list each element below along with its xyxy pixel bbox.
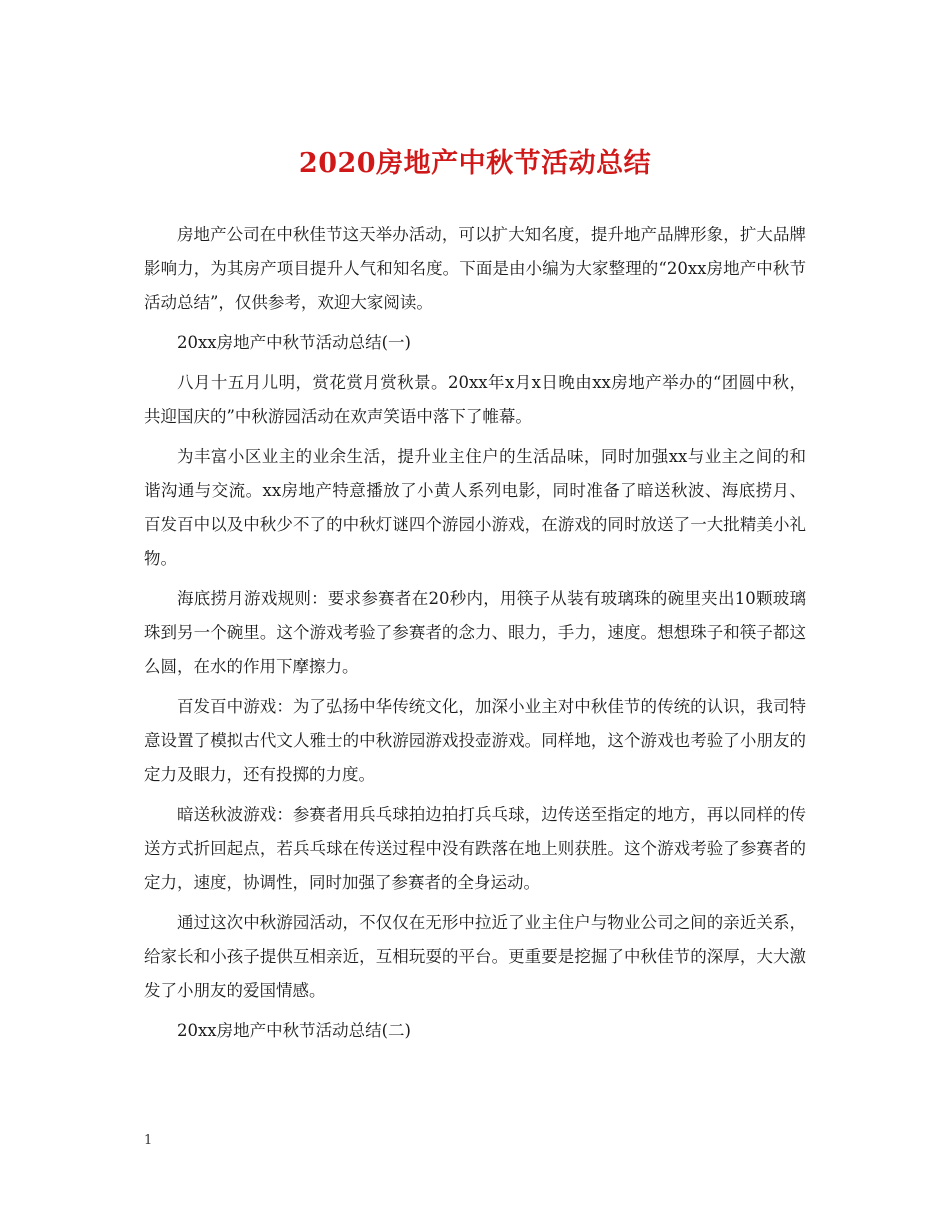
- paragraph-game-baifabaizhong: 百发百中游戏：为了弘扬中华传统文化，加深小业主对中秋佳节的传统的认识，我司特意设置了模拟古代文人雅士的中秋游园游戏投壶游戏。同样地，这个游戏也考验了小朋友的定力及眼力，还有投掷的力度。: [144, 697, 806, 784]
- paragraph-event: 八月十五月儿明，赏花赏月赏秋景。20xx年x月x日晚由xx房地产举办的“团圆中秋，共迎国庆的”中秋游园活动在欢声笑语中落下了帷幕。: [144, 373, 806, 426]
- paragraph-intro: 房地产公司在中秋佳节这天举办活动，可以扩大知名度，提升地产品牌形象，扩大品牌影响力，为其房产项目提升人气和知名度。下面是由小编为大家整理的“20xx房地产中秋节活动总结”，仅供参考，欢迎大家阅读。: [144, 225, 806, 312]
- paragraph-game-haidilaoyue: 海底捞月游戏规则：要求参赛者在20秒内，用筷子从装有玻璃珠的碗里夹出10颗玻璃珠到另一个碗里。这个游戏考验了参赛者的念力、眼力，手力，速度。想想珠子和筷子都这么圆，在水的作用下摩擦力。: [144, 589, 806, 676]
- section-heading-one: 20xx房地产中秋节活动总结(一): [177, 333, 411, 352]
- paragraph-game-ansongqiubo: 暗送秋波游戏：参赛者用兵乓球拍边拍打兵乓球，边传送至指定的地方，再以同样的传送方式折回起点，若兵乓球在传送过程中没有跌落在地上则获胜。这个游戏考验了参赛者的定力，速度，协调性，同时加强了参赛者的全身运动。: [144, 805, 806, 892]
- paragraph-purpose: 为丰富小区业主的业余生活，提升业主住户的生活品味，同时加强xx与业主之间的和谐沟通与交流。xx房地产特意播放了小黄人系列电影，同时准备了暗送秋波、海底捞月、百发百中以及中秋少不了的中秋灯谜四个游园小游戏，在游戏的同时放送了一大批精美小礼物。: [144, 447, 806, 568]
- document-title: 2020房地产中秋节活动总结: [298, 148, 652, 179]
- document-body: [144, 218, 806, 1054]
- section-heading-two: 20xx房地产中秋节活动总结(二): [177, 1021, 411, 1040]
- paragraph-conclusion: 通过这次中秋游园活动，不仅仅在无形中拉近了业主住户与物业公司之间的亲近关系，给家长和小孩子提供互相亲近，互相玩耍的平台。更重要是挖掘了中秋佳节的深厚，大大激发了小朋友的爱国情感。: [144, 913, 806, 1000]
- page-number: 1: [144, 1133, 153, 1148]
